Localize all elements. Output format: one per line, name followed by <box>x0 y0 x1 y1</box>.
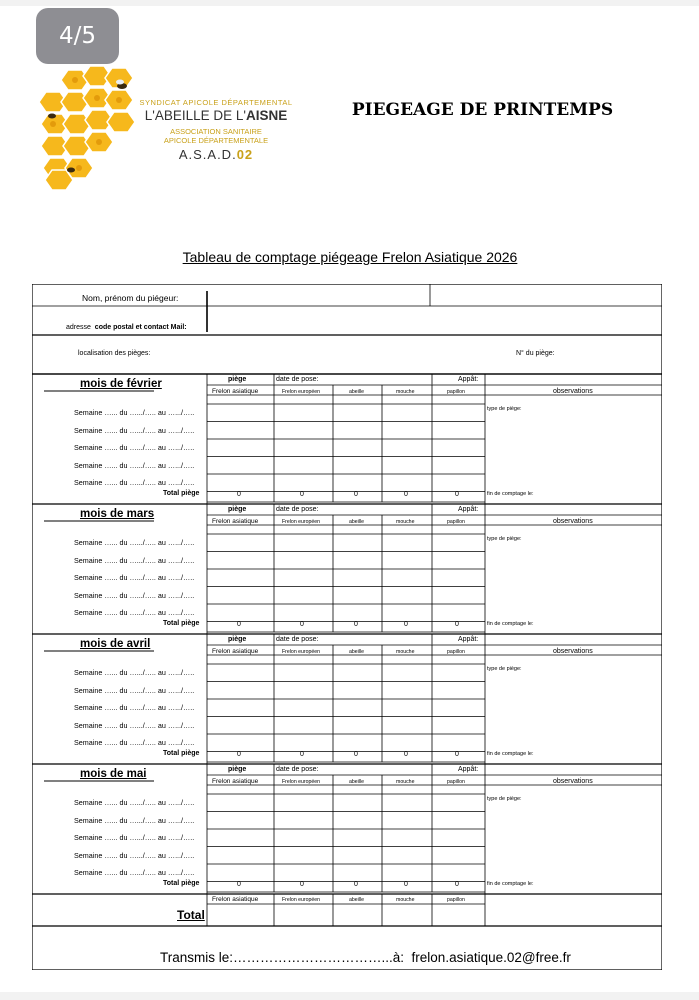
grand-total-col-frelon-europeen: Frelon européen <box>282 897 321 903</box>
total-value: 0 <box>354 881 358 888</box>
fin-comptage-label: fin de comptage le: <box>487 751 534 757</box>
count-cell[interactable] <box>275 829 332 845</box>
count-cell[interactable] <box>334 439 381 455</box>
field-nom[interactable] <box>208 285 430 305</box>
piege-header: piège <box>228 636 247 643</box>
col-papillon: papillon <box>447 389 465 395</box>
appat-label: Appât: <box>458 376 479 383</box>
count-cell[interactable] <box>383 404 431 420</box>
count-cell[interactable] <box>208 587 273 603</box>
count-cell[interactable] <box>208 474 273 490</box>
col-abeille: abeille <box>349 779 364 785</box>
total-value: 0 <box>404 881 408 888</box>
col-frelon-europeen: Frelon européen <box>282 779 321 785</box>
total-value: 0 <box>237 881 241 888</box>
count-cell[interactable] <box>383 682 431 698</box>
count-cell[interactable] <box>208 664 273 680</box>
count-cell[interactable] <box>275 587 332 603</box>
date-pose-label: date de pose: <box>276 636 319 643</box>
week-row-label: Semaine …... du ….../….. au ….../….. <box>74 703 195 712</box>
total-value: 0 <box>404 491 408 498</box>
table-title: Tableau de comptage piégeage Frelon Asiatique 2026 <box>182 249 518 265</box>
field-numero-piege-top[interactable] <box>432 285 660 305</box>
logo-text <box>136 98 296 162</box>
month-section-1 <box>32 504 662 634</box>
count-cell[interactable] <box>433 474 484 490</box>
count-cell[interactable] <box>383 587 431 603</box>
count-cell[interactable] <box>275 847 332 863</box>
week-row-label: Semaine …... du ….../….. au ….../….. <box>74 425 195 435</box>
count-cell[interactable] <box>383 439 431 455</box>
count-cell[interactable] <box>334 847 381 863</box>
count-cell[interactable] <box>208 682 273 698</box>
logo-name: L'ABEILLE DE L'AISNE <box>144 108 288 123</box>
fin-comptage-label: fin de comptage le: <box>487 491 534 497</box>
total-value: 0 <box>237 491 241 498</box>
count-cell[interactable] <box>275 734 332 750</box>
appat-label: Appât: <box>458 506 479 513</box>
total-value: 0 <box>300 621 304 628</box>
grand-total-col-frelon-asiatique: Frelon asiatique <box>212 896 259 903</box>
count-cell[interactable] <box>383 422 431 438</box>
count-cell[interactable] <box>383 812 431 828</box>
month-label: mois de avril <box>80 638 151 650</box>
count-cell[interactable] <box>275 439 332 455</box>
logo-asad: A.S.A.D.02 <box>178 147 254 162</box>
week-row-label: Semaine …... du ….../….. au ….../….. <box>74 815 195 825</box>
count-cell[interactable] <box>433 699 484 715</box>
total-value: 0 <box>455 881 459 888</box>
week-row-label: Semaine …... du ….../….. au ….../….. <box>74 538 195 547</box>
week-row-label: Semaine …... du ….../….. au ….../….. <box>74 668 195 677</box>
total-value: 0 <box>354 751 358 758</box>
count-cell[interactable] <box>208 717 273 733</box>
adresse-label: adresse code postal et contact Mail: <box>66 324 187 331</box>
count-cell[interactable] <box>208 569 273 585</box>
total-piege-label: Total piège <box>163 620 200 627</box>
logo-association: ASSOCIATION SANITAIRE APICOLE DÉPARTEMENTALE <box>163 127 269 145</box>
count-cell[interactable] <box>433 404 484 420</box>
col-papillon: papillon <box>447 649 465 655</box>
observations-header: observations <box>553 388 593 395</box>
total-piege-label: Total piège <box>163 750 200 757</box>
count-cell[interactable] <box>433 457 484 473</box>
col-mouche: mouche <box>396 779 415 785</box>
count-cell[interactable] <box>334 587 381 603</box>
document-title: PIEGEAGE DE PRINTEMPS <box>351 100 614 120</box>
count-cell[interactable] <box>208 734 273 750</box>
observations-field[interactable] <box>486 414 660 486</box>
count-cell[interactable] <box>433 587 484 603</box>
observations-header: observations <box>553 778 593 785</box>
count-cell[interactable] <box>383 552 431 568</box>
count-cell[interactable] <box>383 569 431 585</box>
count-cell[interactable] <box>433 664 484 680</box>
type-piege-label: type de piège: <box>487 536 522 542</box>
month-label: mois de mars <box>80 508 155 520</box>
count-cell[interactable] <box>433 847 484 863</box>
count-cell[interactable] <box>383 604 431 620</box>
count-cell[interactable] <box>334 404 381 420</box>
count-cell[interactable] <box>433 734 484 750</box>
observations-field[interactable] <box>486 804 660 876</box>
count-cell[interactable] <box>433 552 484 568</box>
week-row-label: Semaine …... du ….../….. au ….../….. <box>74 555 195 565</box>
col-abeille: abeille <box>349 519 364 525</box>
numero-piege-label: N° du piège: <box>516 350 555 357</box>
month-label: mois de mai <box>80 768 147 780</box>
col-frelon-asiatique: Frelon asiatique <box>212 648 259 655</box>
count-cell[interactable] <box>334 682 381 698</box>
piege-header: piège <box>228 766 247 773</box>
count-cell[interactable] <box>275 794 332 810</box>
count-cell[interactable] <box>334 794 381 810</box>
field-localisation[interactable] <box>172 337 502 373</box>
count-cell[interactable] <box>334 664 381 680</box>
type-piege-label: type de piège: <box>487 666 522 672</box>
col-frelon-asiatique: Frelon asiatique <box>212 388 259 395</box>
count-cell[interactable] <box>334 552 381 568</box>
week-row-label: Semaine …... du ….../….. au ….../….. <box>74 738 195 747</box>
nom-label: Nom, prénom du piégeur: <box>82 293 179 303</box>
count-cell[interactable] <box>275 812 332 828</box>
count-cell[interactable] <box>433 717 484 733</box>
count-cell[interactable] <box>208 457 273 473</box>
count-cell[interactable] <box>383 794 431 810</box>
count-cell[interactable] <box>208 422 273 438</box>
total-value: 0 <box>404 621 408 628</box>
week-row-label: Semaine …... du ….../….. au ….../….. <box>74 685 195 695</box>
total-value: 0 <box>354 621 358 628</box>
page-indicator: 4/5 <box>36 8 119 64</box>
count-cell[interactable] <box>433 794 484 810</box>
count-cell[interactable] <box>433 682 484 698</box>
count-cell[interactable] <box>433 439 484 455</box>
count-cell[interactable] <box>208 699 273 715</box>
count-cell[interactable] <box>334 534 381 550</box>
count-cell[interactable] <box>208 552 273 568</box>
type-piege-label: type de piège: <box>487 796 522 802</box>
count-cell[interactable] <box>334 717 381 733</box>
count-cell[interactable] <box>208 812 273 828</box>
count-cell[interactable] <box>208 794 273 810</box>
total-piege-label: Total piège <box>163 490 200 497</box>
col-frelon-europeen: Frelon européen <box>282 519 321 525</box>
appat-label: Appât: <box>458 636 479 643</box>
count-cell[interactable] <box>275 474 332 490</box>
week-row-label: Semaine …... du ….../….. au ….../….. <box>74 720 195 730</box>
type-piege-label: type de piège: <box>487 406 522 412</box>
total-value: 0 <box>300 881 304 888</box>
field-adresse[interactable] <box>208 307 660 333</box>
contact-email[interactable]: frelon.asiatique.02@free.fr <box>411 950 571 965</box>
count-cell[interactable] <box>208 864 273 880</box>
grand-total-label: Total <box>177 908 205 922</box>
total-value: 0 <box>300 491 304 498</box>
week-row-label: Semaine …... du ….../….. au ….../….. <box>74 798 195 807</box>
count-cell[interactable] <box>334 864 381 880</box>
localisation-label: localisation des pièges: <box>78 350 151 357</box>
count-cell[interactable] <box>275 569 332 585</box>
week-row-label: Semaine …... du ….../….. au ….../….. <box>74 850 195 860</box>
count-cell[interactable] <box>275 717 332 733</box>
total-value: 0 <box>237 621 241 628</box>
week-row-label: Semaine …... du ….../….. au ….../….. <box>74 460 195 470</box>
count-cell[interactable] <box>334 829 381 845</box>
count-cell[interactable] <box>275 534 332 550</box>
count-cell[interactable] <box>383 474 431 490</box>
count-cell[interactable] <box>275 457 332 473</box>
count-cell[interactable] <box>334 734 381 750</box>
count-cell[interactable] <box>383 864 431 880</box>
date-pose-label: date de pose: <box>276 506 319 513</box>
count-cell[interactable] <box>208 404 273 420</box>
total-value: 0 <box>455 491 459 498</box>
observations-header: observations <box>553 648 593 655</box>
count-cell[interactable] <box>334 457 381 473</box>
count-cell[interactable] <box>334 422 381 438</box>
observations-field[interactable] <box>486 674 660 746</box>
week-row-label: Semaine …... du ….../….. au ….../….. <box>74 478 195 487</box>
count-cell[interactable] <box>275 664 332 680</box>
month-section-3 <box>32 764 662 894</box>
count-cell[interactable] <box>433 422 484 438</box>
count-cell[interactable] <box>275 552 332 568</box>
count-cell[interactable] <box>383 699 431 715</box>
col-frelon-asiatique: Frelon asiatique <box>212 518 259 525</box>
count-cell[interactable] <box>383 534 431 550</box>
count-cell[interactable] <box>433 812 484 828</box>
count-cell[interactable] <box>208 439 273 455</box>
count-cell[interactable] <box>334 812 381 828</box>
observations-field[interactable] <box>486 544 660 616</box>
count-cell[interactable] <box>334 699 381 715</box>
col-mouche: mouche <box>396 389 415 395</box>
fin-comptage-label: fin de comptage le: <box>487 881 534 887</box>
count-cell[interactable] <box>334 474 381 490</box>
count-cell[interactable] <box>208 534 273 550</box>
week-row-label: Semaine …... du ….../….. au ….../….. <box>74 833 195 842</box>
count-cell[interactable] <box>383 457 431 473</box>
total-piege-label: Total piège <box>163 880 200 887</box>
count-cell[interactable] <box>334 604 381 620</box>
total-value: 0 <box>455 621 459 628</box>
count-cell[interactable] <box>275 682 332 698</box>
col-frelon-europeen: Frelon européen <box>282 649 321 655</box>
count-cell[interactable] <box>275 422 332 438</box>
week-row-label: Semaine …... du ….../….. au ….../….. <box>74 608 195 617</box>
week-row-label: Semaine …... du ….../….. au ….../….. <box>74 590 195 600</box>
grand-total-col-mouche: mouche <box>396 897 415 903</box>
col-frelon-europeen: Frelon européen <box>282 389 321 395</box>
count-cell[interactable] <box>275 604 332 620</box>
week-row-label: Semaine …... du ….../….. au ….../….. <box>74 408 195 417</box>
col-mouche: mouche <box>396 649 415 655</box>
count-cell[interactable] <box>383 829 431 845</box>
count-cell[interactable] <box>383 717 431 733</box>
month-section-0 <box>32 374 662 504</box>
count-cell[interactable] <box>433 569 484 585</box>
week-row-label: Semaine …... du ….../….. au ….../….. <box>74 573 195 582</box>
col-papillon: papillon <box>447 519 465 525</box>
count-cell[interactable] <box>433 864 484 880</box>
month-label: mois de février <box>80 378 162 390</box>
count-cell[interactable] <box>383 847 431 863</box>
month-section-2 <box>32 634 662 764</box>
count-cell[interactable] <box>433 604 484 620</box>
count-cell[interactable] <box>433 534 484 550</box>
count-cell[interactable] <box>275 404 332 420</box>
count-cell[interactable] <box>383 734 431 750</box>
observations-header: observations <box>553 518 593 525</box>
col-papillon: papillon <box>447 779 465 785</box>
logo-syndicat: SYNDICAT APICOLE DÉPARTEMENTAL <box>139 98 293 107</box>
week-row-label: Semaine …... du ….../….. au ….../….. <box>74 443 195 452</box>
total-value: 0 <box>300 751 304 758</box>
count-cell[interactable] <box>275 864 332 880</box>
piege-header: piège <box>228 506 247 513</box>
col-frelon-asiatique: Frelon asiatique <box>212 778 259 785</box>
counting-form <box>32 284 662 970</box>
count-cell[interactable] <box>208 829 273 845</box>
total-value: 0 <box>455 751 459 758</box>
count-cell[interactable] <box>433 829 484 845</box>
total-value: 0 <box>237 751 241 758</box>
week-row-label: Semaine …... du ….../….. au ….../….. <box>74 868 195 877</box>
col-mouche: mouche <box>396 519 415 525</box>
count-cell[interactable] <box>334 569 381 585</box>
count-cell[interactable] <box>208 847 273 863</box>
col-abeille: abeille <box>349 389 364 395</box>
grand-total-col-papillon: papillon <box>447 897 465 903</box>
total-value: 0 <box>404 751 408 758</box>
grand-total-col-abeille: abeille <box>349 897 364 903</box>
count-cell[interactable] <box>208 604 273 620</box>
appat-label: Appât: <box>458 766 479 773</box>
count-cell[interactable] <box>383 664 431 680</box>
piege-header: piège <box>228 376 247 383</box>
transmis-line: Transmis le:……………………………...à: frelon.asiatique.02@free.fr <box>160 950 571 965</box>
date-pose-label: date de pose: <box>276 376 319 383</box>
total-value: 0 <box>354 491 358 498</box>
fin-comptage-label: fin de comptage le: <box>487 621 534 627</box>
count-cell[interactable] <box>275 699 332 715</box>
col-abeille: abeille <box>349 649 364 655</box>
date-pose-label: date de pose: <box>276 766 319 773</box>
